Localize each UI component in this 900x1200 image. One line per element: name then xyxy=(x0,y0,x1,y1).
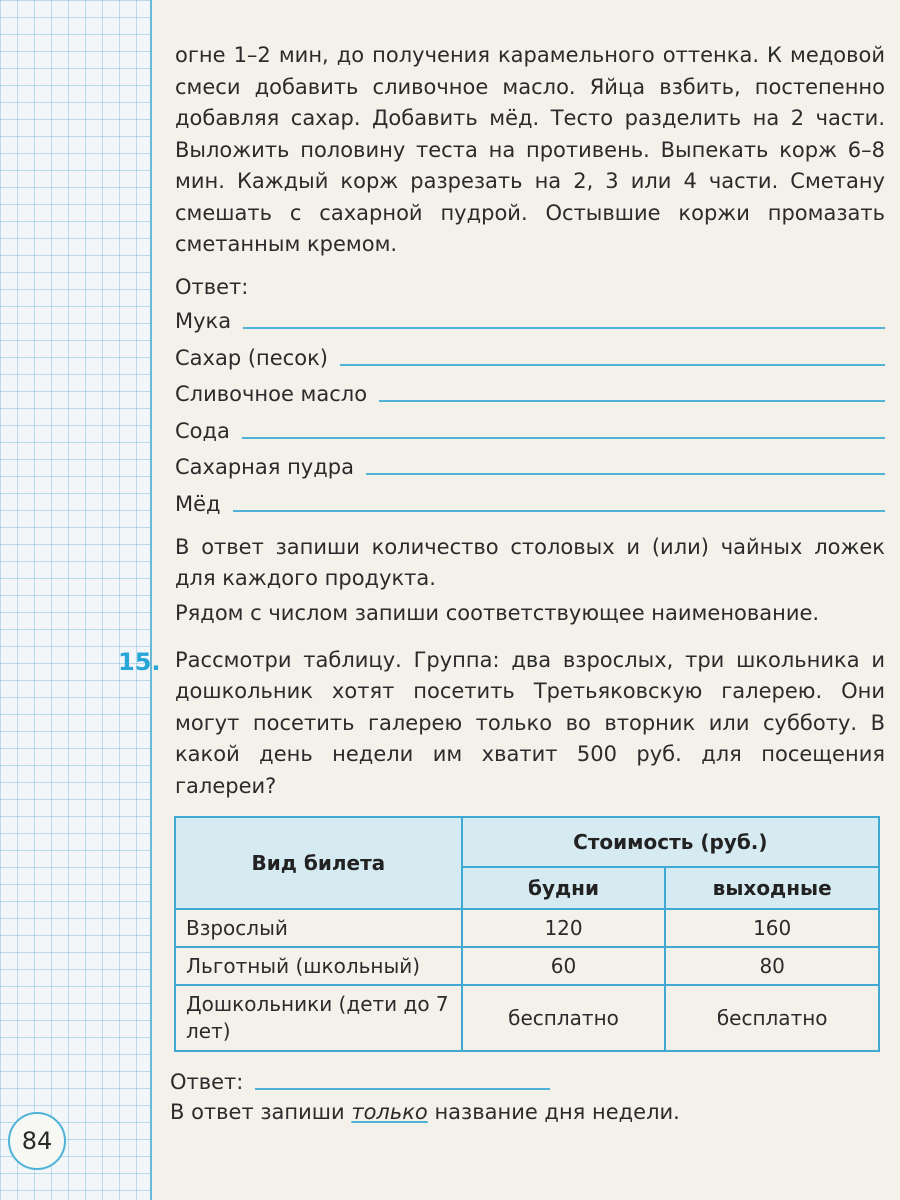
header-weekend: выходные xyxy=(665,867,879,909)
instruction-2: Рядом с числом запиши соответствующее наименование. xyxy=(175,600,820,625)
product-label: Сливочное масло xyxy=(175,382,368,406)
product-label: Мука xyxy=(175,309,232,333)
row-weekend-price: бесплатно xyxy=(665,985,879,1051)
final-note-emphasis: только xyxy=(351,1100,428,1124)
instruction-1: В ответ запиши количество столовых и (или) чайных ложек для каждого продукта. xyxy=(175,534,885,590)
table-row xyxy=(175,909,879,947)
final-answer-block xyxy=(170,1062,880,1124)
answer-row-flour xyxy=(175,299,885,336)
answer-line[interactable] xyxy=(366,473,885,475)
header-ticket-kind: Вид билета xyxy=(175,817,462,909)
answer-row-butter xyxy=(175,372,885,409)
product-label: Сахар (песок) xyxy=(175,345,328,370)
row-weekdays-price: 60 xyxy=(462,947,666,985)
answer-row-sugar xyxy=(175,335,885,372)
row-weekdays-price: бесплатно xyxy=(462,985,666,1051)
row-kind: Взрослый xyxy=(175,909,462,947)
row-weekend-price: 160 xyxy=(665,909,879,947)
grid-margin xyxy=(0,0,152,1200)
header-weekdays: будни xyxy=(462,867,666,909)
final-answer-row xyxy=(170,1062,550,1096)
product-label: Мёд xyxy=(175,491,221,516)
product-label: Сахарная пудра xyxy=(175,455,354,479)
row-weekend-price: 80 xyxy=(665,947,879,985)
header-cost: Стоимость (руб.) xyxy=(462,817,879,867)
final-answer-line[interactable] xyxy=(255,1088,550,1090)
answer-line[interactable] xyxy=(233,510,885,512)
answer-title: Ответ: xyxy=(175,274,249,299)
answer-line[interactable] xyxy=(379,400,885,402)
answer-line[interactable] xyxy=(243,327,885,329)
answer-line[interactable] xyxy=(340,364,885,366)
final-note xyxy=(170,1100,880,1124)
row-weekdays-price: 120 xyxy=(462,909,666,947)
answer-line[interactable] xyxy=(242,437,885,439)
table-row xyxy=(175,947,879,985)
row-kind: Льготный (школьный) xyxy=(175,947,462,985)
recipe-text: огне 1–2 мин, до получения карамельного оттенка. К медовой смеси добавить сливочное масло. Яйца взбить, постепенно добавляя сахар. Добавить мёд. Тесто разделить на 2 части. Выложить половину теста на противень. Выпекать корж 6–8 мин. Каждый корж разрезать на 2, 3 или 4 части. Сметану смешать с сахарной пудрой. Остывшие коржи промазать сметанным кремом. xyxy=(175,43,885,256)
answer-row-soda xyxy=(175,408,885,445)
final-answer-label: Ответ: xyxy=(170,1070,244,1094)
main-content xyxy=(175,40,885,802)
ticket-price-table xyxy=(174,816,880,1052)
answer-row-powdered-sugar xyxy=(175,445,885,482)
final-note-start: В ответ запиши xyxy=(170,1100,345,1124)
answer-row-honey xyxy=(175,481,885,518)
task-number: 15. xyxy=(118,648,161,676)
table-row xyxy=(175,985,879,1051)
final-note-end: название дня недели. xyxy=(434,1100,680,1124)
task-text: Рассмотри таблицу. Группа: два взрослых, три школьника и дошкольник хотят посетить Третьяковскую галерею. Они могут посетить галерею только во вторник или субботу. В какой день недели им хватит 500 руб. для посещения галереи? xyxy=(175,647,885,798)
row-kind: Дошкольники (дети до 7 лет) xyxy=(175,985,462,1051)
product-label: Сода xyxy=(175,418,230,443)
page-number: 84 xyxy=(8,1112,66,1170)
